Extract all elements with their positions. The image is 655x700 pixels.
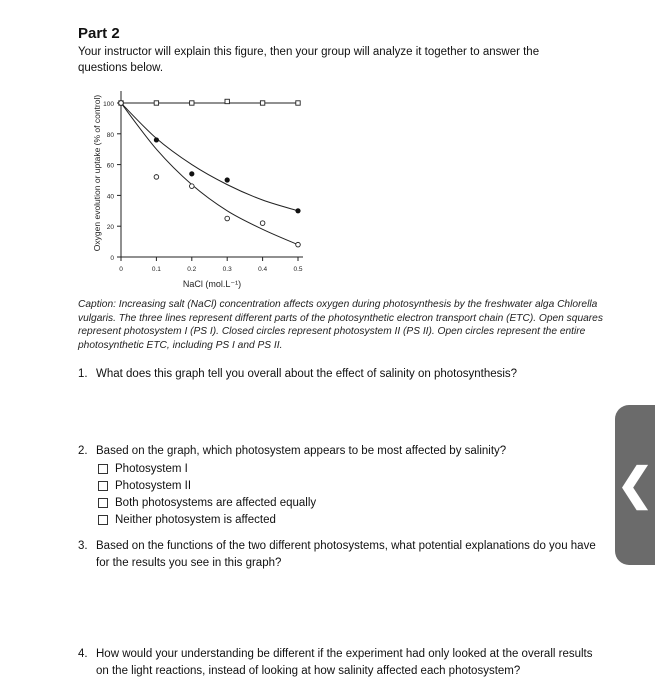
option-neither[interactable] — [98, 511, 316, 528]
checkbox[interactable] — [98, 515, 108, 525]
question-number: 2. — [78, 445, 88, 457]
question-text: Based on the functions of the two different photosystems, what potential explanations do you have for the results you see in this graph? — [96, 540, 596, 569]
data-point-open-circle — [190, 184, 195, 189]
y-tick-label: 40 — [106, 193, 114, 201]
x-tick-label: 0.1 — [151, 266, 161, 273]
question-number: 3. — [78, 540, 88, 552]
page-title: Part 2 — [78, 25, 120, 42]
y-tick-label: 100 — [103, 101, 114, 108]
data-point-square — [154, 101, 158, 105]
data-point-closed-circle — [189, 171, 194, 176]
series-markers — [118, 99, 300, 247]
data-point-square — [225, 99, 229, 103]
data-point-closed-circle — [225, 177, 230, 182]
checkbox[interactable] — [98, 498, 108, 508]
x-tick-label: 0 — [119, 266, 123, 273]
y-tick-label: 20 — [106, 224, 114, 232]
series-line-2 — [121, 103, 298, 245]
data-point-open-circle — [260, 221, 265, 226]
data-point-square — [296, 101, 300, 105]
option-photosystem-2[interactable] — [98, 477, 316, 494]
option-label: Photosystem I — [115, 462, 188, 475]
x-tick-label: 0.5 — [293, 266, 303, 273]
series-line-1 — [121, 103, 298, 211]
question-text: What does this graph tell you overall about the effect of salinity on photosynthesis? — [96, 368, 518, 380]
question-number: 4. — [78, 648, 88, 660]
data-point-square — [190, 101, 194, 105]
option-label: Neither photosystem is affected — [115, 513, 276, 526]
y-ticks — [103, 101, 121, 262]
answer-options — [98, 460, 316, 528]
question-number: 1. — [78, 368, 88, 380]
data-point-open-circle — [296, 242, 301, 247]
series-curves — [121, 103, 298, 245]
data-point-closed-circle — [295, 208, 300, 213]
question-2 — [78, 443, 598, 460]
y-tick-label: 60 — [106, 162, 114, 170]
option-photosystem-1[interactable] — [98, 460, 316, 477]
chevron-left-icon: ❮ — [616, 460, 654, 509]
option-both-equally[interactable] — [98, 494, 316, 511]
x-axis-label: NaCl (mol.L⁻¹) — [182, 279, 242, 289]
checkbox[interactable] — [98, 481, 108, 491]
intro-text: Your instructor will explain this figure, then your group will analyze it together to answer the questions below. — [78, 46, 540, 74]
checkbox[interactable] — [98, 464, 108, 474]
question-4 — [78, 646, 598, 680]
data-point-closed-circle — [154, 137, 159, 142]
option-label: Photosystem II — [115, 479, 192, 492]
data-point-square — [260, 101, 264, 105]
data-point-open-circle — [119, 101, 124, 106]
figure-caption: Caption: Increasing salt (NaCl) concentration affects oxygen during photosynthesis by the freshwater alga Chlorella vulgaris. The three lines represent different parts of the photosynthetic electron transport chain (ETC). Open squares represent photosystem I (PS I). Closed circles represent photosystem II (PS II). Open circles represent the entire photosynthetic ETC, including PS I and PS II. — [78, 299, 603, 351]
data-point-open-circle — [225, 216, 230, 221]
question-text: Based on the graph, which photosystem appears to be most affected by salinity? — [96, 445, 507, 457]
side-panel-tab[interactable] — [615, 405, 655, 565]
question-1 — [78, 366, 598, 383]
question-text: How would your understanding be different if the experiment had only looked at the overall results on the light reactions, instead of looking at how salinity affected each photosystem? — [96, 648, 593, 677]
data-point-open-circle — [154, 175, 159, 180]
x-tick-label: 0.2 — [187, 266, 197, 273]
question-3 — [78, 538, 598, 572]
y-tick-label: 0 — [110, 255, 114, 262]
x-tick-label: 0.4 — [258, 266, 268, 273]
x-ticks — [119, 257, 303, 273]
option-label: Both photosystems are affected equally — [115, 496, 317, 509]
y-axis-label: Oxygen evolution or uptake (% of control) — [92, 94, 102, 252]
y-tick-label: 80 — [106, 131, 114, 139]
x-tick-label: 0.3 — [222, 266, 232, 273]
oxygen-chart — [85, 85, 325, 295]
